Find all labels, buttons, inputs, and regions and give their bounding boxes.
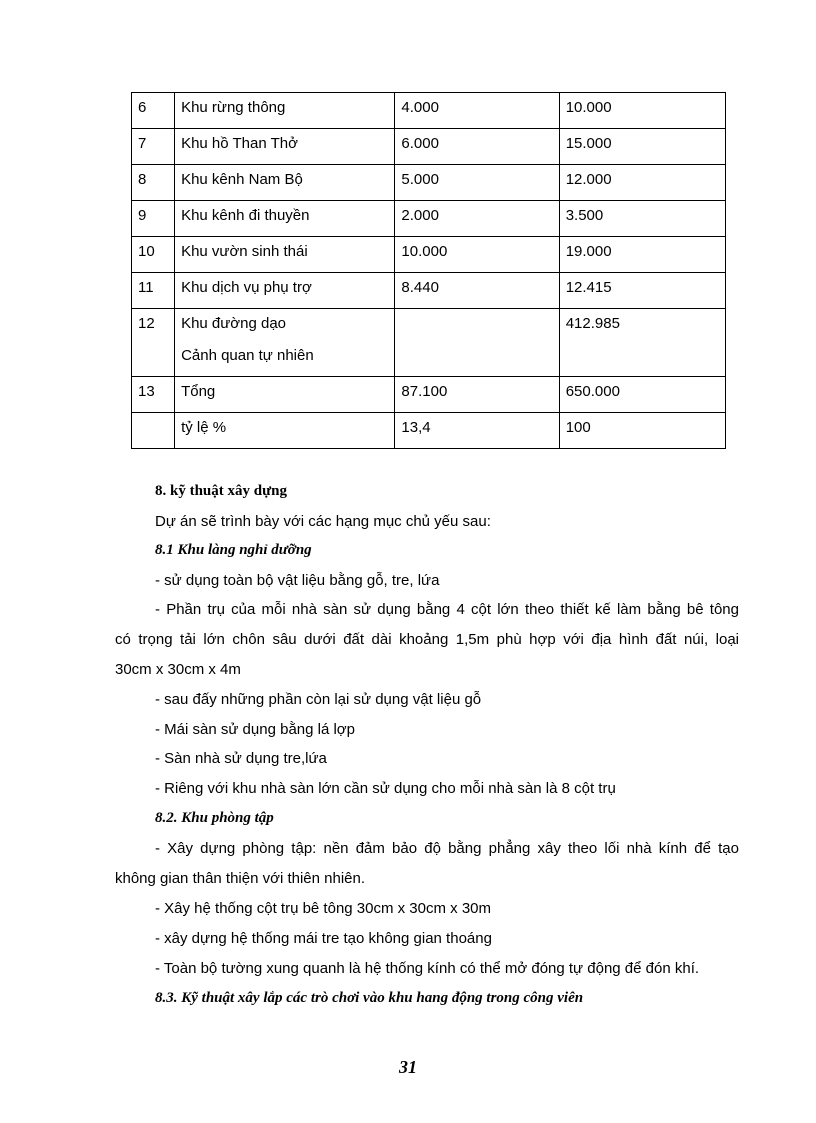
row-number-text: 10 bbox=[138, 243, 155, 260]
s81-paragraph-1: - sử dụng toàn bộ vật liệu bằng gỗ, tre, lứa bbox=[155, 572, 440, 589]
table-row bbox=[132, 237, 726, 273]
area-value-1-cell bbox=[395, 129, 559, 165]
area-value-1-cell bbox=[395, 237, 559, 273]
table-row bbox=[132, 129, 726, 165]
area-value-2-cell bbox=[559, 129, 725, 165]
table-row bbox=[132, 165, 726, 201]
zone-name-cell bbox=[175, 273, 395, 309]
row-number-text: 12 bbox=[138, 315, 155, 332]
area-value-1-cell bbox=[395, 93, 559, 129]
area-value-2-text: 412.985 bbox=[565, 315, 620, 332]
table-row bbox=[132, 309, 726, 377]
area-value-2-cell bbox=[559, 237, 725, 273]
zone-name-cell bbox=[175, 309, 395, 377]
s82-paragraph-1-line-1: - Xây dựng phòng tập: nền đảm bảo độ bằng phẳng xây theo lối nhà kính để tạo bbox=[155, 840, 739, 857]
row-number-cell bbox=[132, 237, 175, 273]
zone-name-text: Khu hồ Than Thở bbox=[181, 135, 298, 152]
row-number-cell bbox=[132, 201, 175, 237]
s82-paragraph-3: - xây dựng hệ thống mái tre tạo không gian thoáng bbox=[155, 930, 492, 947]
zone-name-cell bbox=[175, 413, 395, 449]
area-value-2-text: 12.000 bbox=[565, 171, 612, 188]
table-row bbox=[132, 201, 726, 237]
section-8-intro: Dự án sẽ trình bày với các hạng mục chủ yếu sau: bbox=[155, 513, 491, 530]
zone-name-text: Tổng bbox=[181, 383, 216, 400]
table-row bbox=[132, 93, 726, 129]
row-number-text: 8 bbox=[138, 171, 147, 188]
area-value-2-cell bbox=[559, 309, 725, 377]
area-table bbox=[131, 92, 726, 449]
area-value-1-text: 13,4 bbox=[401, 419, 431, 436]
zone-name-text: Khu kênh Nam Bộ bbox=[181, 171, 303, 188]
zone-name-text: tỷ lệ % bbox=[181, 419, 227, 436]
section-8-3-title: 8.3. Kỹ thuật xây lắp các trò chơi vào khu hang động trong công viên bbox=[155, 990, 584, 1006]
area-value-2-text: 19.000 bbox=[565, 243, 612, 260]
area-value-2-text: 15.000 bbox=[565, 135, 612, 152]
s81-paragraph-2-line-1: - Phần trụ của mỗi nhà sàn sử dụng bằng 4 cột lớn theo thiết kế làm bằng bê tông bbox=[155, 601, 739, 618]
s82-paragraph-1-line-2: không gian thân thiện với thiên nhiên. bbox=[115, 870, 366, 887]
page-number: 31 bbox=[399, 1057, 417, 1077]
area-value-2-text: 10.000 bbox=[565, 99, 612, 116]
area-value-2-text: 100 bbox=[565, 419, 591, 436]
zone-name-text: Khu dịch vụ phụ trợ bbox=[181, 279, 312, 296]
section-8-1-title: 8.1 Khu làng nghỉ dưỡng bbox=[155, 542, 312, 558]
row-number-cell bbox=[132, 273, 175, 309]
zone-name-text: Khu kênh đi thuyền bbox=[181, 207, 310, 224]
table-row bbox=[132, 273, 726, 309]
s81-paragraph-2-line-3: 30cm x 30cm x 4m bbox=[115, 661, 241, 678]
area-value-2-cell bbox=[559, 377, 725, 413]
area-value-1-text: 6.000 bbox=[401, 135, 439, 152]
area-value-1-text: 4.000 bbox=[401, 99, 439, 116]
s81-paragraph-2-line-2: có trọng tải lớn chôn sâu dưới đất dài khoảng 1,5m phù hợp với địa hình đất núi, loại bbox=[115, 631, 739, 648]
area-value-2-cell bbox=[559, 165, 725, 201]
row-number-cell bbox=[132, 93, 175, 129]
zone-name-cell bbox=[175, 165, 395, 201]
section-8-2-title: 8.2. Khu phòng tập bbox=[155, 810, 274, 826]
area-value-2-cell bbox=[559, 413, 725, 449]
s81-paragraph-6: - Riêng với khu nhà sàn lớn cần sử dụng cho mỗi nhà sàn là 8 cột trụ bbox=[155, 780, 616, 797]
table-row bbox=[132, 413, 726, 449]
row-number-cell bbox=[132, 413, 175, 449]
area-value-2-cell bbox=[559, 201, 725, 237]
row-number-cell bbox=[132, 377, 175, 413]
s82-paragraph-4: - Toàn bộ tường xung quanh là hệ thống kính có thể mở đóng tự động để đón khí. bbox=[155, 960, 700, 977]
zone-name-text: Khu vườn sinh thái bbox=[181, 243, 308, 260]
area-value-2-text: 650.000 bbox=[565, 383, 620, 400]
row-number-cell bbox=[132, 165, 175, 201]
s81-paragraph-3: - sau đấy những phần còn lại sử dụng vật liệu gỗ bbox=[155, 691, 482, 708]
zone-name-cell bbox=[175, 129, 395, 165]
section-8-title: 8. kỹ thuật xây dựng bbox=[155, 483, 287, 499]
area-value-1-cell bbox=[395, 309, 559, 377]
area-value-2-text: 3.500 bbox=[565, 207, 604, 224]
row-number-text: 11 bbox=[138, 279, 154, 296]
row-number-text: 9 bbox=[138, 207, 147, 224]
s82-paragraph-2: - Xây hệ thống cột trụ bê tông 30cm x 30cm x 30m bbox=[155, 900, 492, 917]
area-value-1-text: 8.440 bbox=[401, 279, 439, 296]
area-value-1-cell bbox=[395, 201, 559, 237]
s81-paragraph-4: - Mái sàn sử dụng bằng lá lợp bbox=[155, 721, 355, 738]
area-value-2-text: 12.415 bbox=[565, 279, 612, 296]
zone-name-text: Khu rừng thông bbox=[181, 99, 286, 116]
area-value-1-text: 10.000 bbox=[401, 243, 448, 260]
zone-name-cell bbox=[175, 237, 395, 273]
zone-name-text: Khu đường dạo bbox=[181, 315, 287, 332]
area-value-1-cell bbox=[395, 273, 559, 309]
area-value-2-cell bbox=[559, 273, 725, 309]
row-number-text: 7 bbox=[138, 135, 147, 152]
area-value-1-cell bbox=[395, 413, 559, 449]
zone-name-cell bbox=[175, 377, 395, 413]
area-value-2-cell bbox=[559, 93, 725, 129]
zone-name-cell bbox=[175, 93, 395, 129]
row-number-cell bbox=[132, 129, 175, 165]
row-number-cell bbox=[132, 309, 175, 377]
row-number-text: 13 bbox=[138, 383, 155, 400]
table-row bbox=[132, 377, 726, 413]
row-number-text: 6 bbox=[138, 99, 147, 116]
area-value-1-text: 5.000 bbox=[401, 171, 439, 188]
zone-name-cell bbox=[175, 201, 395, 237]
s81-paragraph-5: - Sàn nhà sử dụng tre,lứa bbox=[155, 750, 327, 767]
area-value-1-cell bbox=[395, 377, 559, 413]
area-value-1-text: 2.000 bbox=[401, 207, 439, 224]
area-value-1-cell bbox=[395, 165, 559, 201]
area-value-1-text: 87.100 bbox=[401, 383, 448, 400]
zone-name-second-line: Cảnh quan tự nhiên bbox=[181, 347, 314, 364]
